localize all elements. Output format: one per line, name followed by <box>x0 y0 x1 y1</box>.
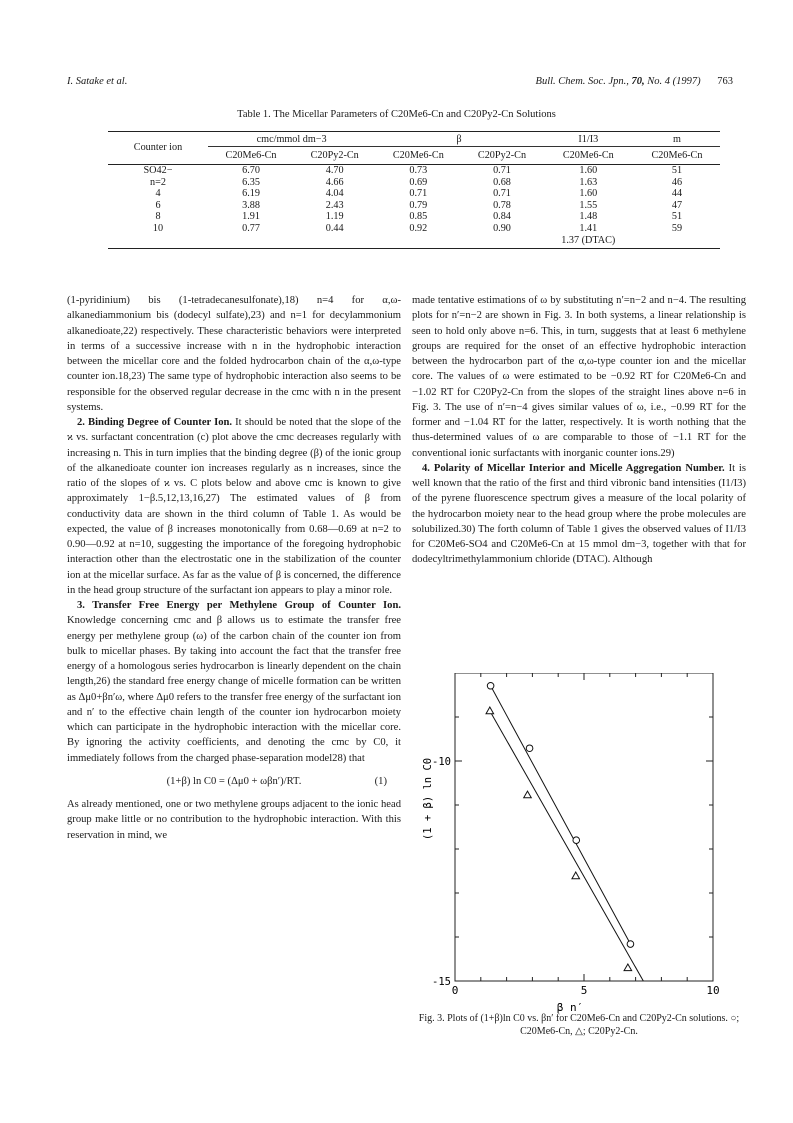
table-cell <box>208 235 294 249</box>
section-4 <box>412 461 746 568</box>
plot-frame <box>455 673 713 981</box>
table-cell: 46 <box>671 176 683 188</box>
table-cell: 6.70 <box>242 165 260 176</box>
circle-marker <box>573 837 580 844</box>
group-header-cmc: cmc/mmol dm−3 <box>208 132 375 147</box>
table-caption: Table 1. The Micellar Parameters of C20Me6-Cn and C20Py2-Cn Solutions <box>237 109 556 120</box>
table-cell: 51 <box>671 165 683 176</box>
triangle-marker <box>624 964 632 971</box>
table-cell: 0.78 <box>493 199 511 211</box>
figure-3 <box>418 673 748 1043</box>
x-tick-label: 10 <box>706 984 720 997</box>
table-cell: 6.19 <box>242 188 260 200</box>
table-cell: 0.71 <box>493 188 511 200</box>
equation-number: (1) <box>374 775 387 787</box>
right-text-column <box>412 293 746 568</box>
y-tick-label: -15 <box>432 976 451 988</box>
journal-issue: No. 4 (1997) <box>647 76 701 87</box>
table-cell <box>461 235 542 249</box>
table-cell <box>108 235 208 249</box>
fit-line <box>491 686 631 944</box>
left-text-column <box>67 293 401 843</box>
equation-text: (1+β) ln C0 = (Δμ0 + ωβn′)/RT. <box>166 775 302 787</box>
paragraph: (1-pyridinium) bis (1-tetradecanesulfonate),18) n=4 for α,ω-alkanediammonium bis (dodecyl sulfate),23) and n=1 for decylammonium alkanedioate,22) respectively. These characteristic behaviors were interpreted in terms of a successive increase with n in the hydrophobic interaction between the micellar core and the folded hydrocarbon chain of the α,ω-type counter ion.18,23) The same type of hydrophobic interaction also seems to be responsible for the observed regular decrease in the cmc with n in the present systems. <box>67 295 401 413</box>
table-cell: 0.69 <box>409 176 428 188</box>
table-cell: 51 <box>671 211 683 223</box>
table-cell: 1.55 <box>579 199 598 211</box>
table-cell: 1.19 <box>325 211 344 223</box>
table-cell: 44 <box>671 188 683 200</box>
section-2-title: 2. Binding Degree of Counter Ion. <box>77 417 233 428</box>
group-header-i1i3: I1/I3 <box>543 132 634 147</box>
table-cell: 0.71 <box>409 188 428 200</box>
table-cell: 3.88 <box>242 199 260 211</box>
x-axis-label: β n′ <box>556 1001 584 1013</box>
table-cell: 10 <box>152 222 164 234</box>
table-cell: 1.63 <box>579 176 598 188</box>
paragraph: made tentative estimations of ω by substituting n′=n−2 and n−4. The resulting plots for n′=n−2 are shown in Fig. 3. In both systems, a linear relationship is seen to hold only above n=6. This, in turn, suggests that at least 6 methylene groups are required for the onset of an effective hydrophobic interaction between the hydrocarbon part of the α,ω-type counter ion and the micellar core. The values of ω were estimated to be −0.92 RT for C20Me6-Cn and −1.02 RT for C20Py2-Cn from the slopes of the straight lines above n=6 in Fig. 3. The use of n′=n−4 gives similar values of ω, i.e., −0.99 RT for the former and −1.04 RT for the latter, respectively. It is worth nothing that the thus-determined values of ω are comparable to those of −1.1 RT for the conventional ionic surfactants with inorganic counter ions.29) <box>412 295 746 459</box>
x-tick-label: 0 <box>451 984 459 997</box>
section-3 <box>67 598 401 766</box>
table-row <box>108 235 720 249</box>
table-cell: 4.66 <box>325 176 344 188</box>
table-cell: 0.84 <box>493 211 511 223</box>
group-header-beta: β <box>375 132 542 147</box>
running-header-authors: I. Satake et al. <box>67 76 128 87</box>
table-cell: 1.60 <box>579 165 598 176</box>
table-cell: 4 <box>155 188 161 200</box>
section-4-title: 4. Polarity of Micellar Interior and Micelle Aggregation Number. <box>422 462 725 474</box>
table-cell: 2.43 <box>325 199 344 211</box>
table-cell: 0.92 <box>409 222 428 234</box>
table-row <box>108 223 720 235</box>
group-header-m: m <box>634 132 720 147</box>
journal-volume: 70, <box>631 76 645 87</box>
table-row <box>108 211 720 223</box>
table-cell: 0.68 <box>493 176 511 188</box>
section-2-text: It should be noted that the slope of the ϰ vs. surfactant concentration (c) plot above the cmc decreases regularly with increasing n. This in turn implies that the binding degree (β) of the ionic group of the alkanedioate counter ion increases regularly as n increases, since the ratio of the slopes of ϰ vs. C plots below and above cmc is known to give approximately 1−β.5,12,13,16,27) The estimated values of β from conductivity data are shown in the third column of Table 1. As would be expected, the value of β increases monotonically from 0.68—0.69 at n=2 to 0.90—0.92 at n=10, suggesting the importance of the foregoing hydrophobic interaction other than the electrostatic one in the stabilization of the counter ion at the micellar surface. As far as the value of β is concerned, the difference in the head group structure of the surfactant ion appears to play a minor role. <box>67 417 401 596</box>
axis-ticks <box>432 673 720 997</box>
table-cell: 0.71 <box>493 165 511 176</box>
table-cell: 4.70 <box>325 165 344 176</box>
y-axis-label: (1 + β) ln C0 <box>422 757 434 841</box>
section-2 <box>67 415 401 598</box>
subheader: C20Py2-Cn <box>294 147 375 165</box>
fit-line <box>490 711 644 981</box>
x-tick-label: 5 <box>580 984 588 997</box>
paragraph: As already mentioned, one or two methylene groups adjacent to the ionic head group make little or no contribution to the hydrophobic interaction. With this reservation in mind, we <box>67 799 401 841</box>
triangle-marker <box>486 707 494 714</box>
circle-marker <box>487 682 494 689</box>
subheader: C20Me6-Cn <box>375 147 461 165</box>
table-cell: 0.85 <box>409 211 428 223</box>
table-cell: n=2 <box>150 176 166 188</box>
section-3-title: 3. Transfer Free Energy per Methylene Group of Counter Ion. <box>77 600 401 611</box>
table-cell: 1.48 <box>579 211 598 223</box>
table-cell: 0.77 <box>242 222 260 234</box>
circle-marker <box>526 745 533 752</box>
equation-1 <box>67 774 401 789</box>
triangle-marker <box>524 791 532 798</box>
table-cell: 1.41 <box>579 222 598 234</box>
table-row <box>108 188 720 200</box>
table-cell: SO42− <box>143 165 173 176</box>
col-header-counter-ion: Counter ion <box>108 132 208 165</box>
table-cell: 1.37 (DTAC) <box>543 235 634 249</box>
subheader: C20Py2-Cn <box>461 147 542 165</box>
table-cell <box>375 235 461 249</box>
fit-lines <box>490 686 644 981</box>
table-cell: 0.44 <box>325 222 344 234</box>
table-cell: 6.35 <box>242 176 260 188</box>
table-cell: 1.91 <box>242 211 260 223</box>
figure-3-chart <box>418 673 748 1013</box>
page-number: 763 <box>717 76 733 87</box>
table-cell: 4.04 <box>325 188 344 200</box>
table-row <box>108 177 720 189</box>
table-row <box>108 200 720 212</box>
table-cell: 0.79 <box>409 199 428 211</box>
circle-marker <box>627 941 634 948</box>
section-3-text: Knowledge concerning cmc and β allows us to estimate the transfer free energy per methylene group (ω) of the carbon chain of the counter ion from bulk to micellar phases. By taking into account the fact that the transfer free energy of a homologous series hydrocarbon is linearly dependent on the chain length,26) the standard free energy change of micelle formation can be written as Δμ0+βn′ω, where Δμ0 refers to the transfer free energy of the surfactant ion and n′ to the effective chain length of the counter ion hydrocarbon moiety which can participate in the hydrophobic interaction with the micellar core. By ignoring the activity coefficients, and denoting the cmc by C0, it immediately follows from the charged phase-separation model28) that <box>67 615 401 764</box>
section-4-text: It is well known that the ratio of the first and third vibronic band intensities (I1/I3) of the pyrene fluorescence spectrum gives a measure of the local polarity of the hydrocarbon moiety near to the head group where the probe molecules are solubilized.30) The forth column of Table 1 gives the observed values of I1/I3 for C20Me6-SO4 and C20Me6-Cn at 15 mmol dm−3, together with that for dodecyltrimethylammonium chloride (DTAC). Although <box>412 462 746 566</box>
table-cell: 8 <box>155 211 161 223</box>
table-cell: 0.73 <box>409 165 428 176</box>
table-cell: 59 <box>671 222 683 234</box>
journal-name: Bull. Chem. Soc. Jpn., <box>535 76 629 87</box>
table-cell <box>634 235 720 249</box>
micellar-parameters-table <box>108 131 720 249</box>
triangle-marker <box>572 872 580 879</box>
subheader: C20Me6-Cn <box>543 147 634 165</box>
figure-3-caption: Fig. 3. Plots of (1+β)ln C0 vs. βn′ for C20Me6-Cn and C20Py2-Cn solutions. ○; C20Me6-Cn, △; C20Py2-Cn. <box>418 1013 740 1037</box>
running-header-journal <box>536 76 733 87</box>
y-tick-label: -10 <box>432 756 451 768</box>
table-cell: 1.60 <box>579 188 598 200</box>
table-cell: 47 <box>671 199 683 211</box>
data-points <box>486 682 634 970</box>
table-row <box>108 165 720 177</box>
table-cell <box>294 235 375 249</box>
subheader: C20Me6-Cn <box>208 147 294 165</box>
table-cell: 6 <box>155 199 161 211</box>
table-cell: 0.90 <box>493 222 511 234</box>
subheader: C20Me6-Cn <box>634 147 720 165</box>
